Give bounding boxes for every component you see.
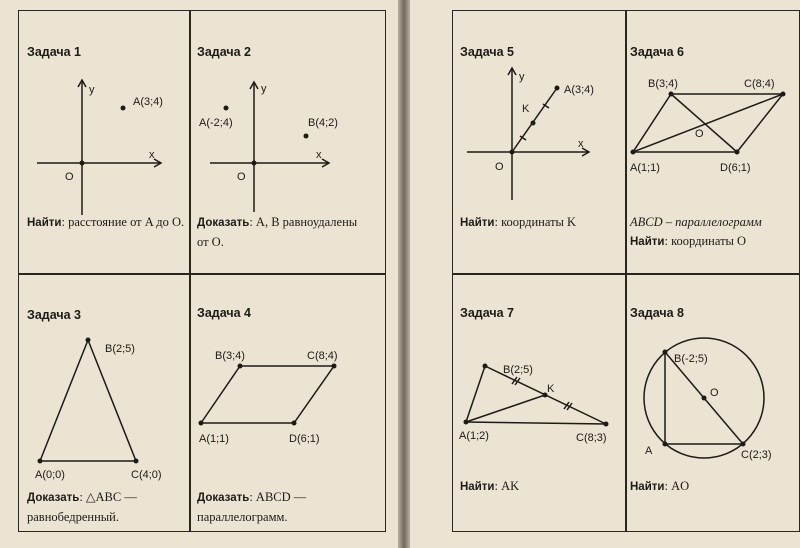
- task-6-text-rest: : координаты O: [664, 234, 747, 248]
- task-1-text-rest: : расстояние от A до O.: [61, 215, 185, 229]
- task-2-text-rest: : A, B равноудалены от O.: [197, 215, 358, 249]
- task-3-point-c-label: C(4;0): [131, 469, 162, 481]
- task-2-axis-y-label: y: [261, 83, 267, 95]
- task-7-title: Задача 7: [460, 306, 514, 320]
- task-8-point-a-label: A: [645, 445, 653, 457]
- task-5-point-a-label: A(3;4): [564, 84, 594, 96]
- task-2-point-a-label: A(-2;4): [199, 117, 233, 129]
- task-4-text-rest: : ABCD — параллелограмм.: [197, 490, 307, 524]
- task-7-point-k-label: K: [547, 383, 555, 395]
- task-4-point-d-label: D(6;1): [289, 433, 320, 445]
- task-1-axis-x-label: x: [149, 149, 155, 161]
- task-1-axis-y-label: y: [89, 84, 95, 96]
- task-5-axis-y-label: y: [519, 71, 525, 83]
- task-7-point-b-label: B(2;5): [503, 364, 533, 376]
- task-3-point-b-label: B(2;5): [105, 343, 135, 355]
- task-3-title: Задача 3: [27, 308, 81, 322]
- task-4-title: Задача 4: [197, 306, 251, 320]
- task-5-text-rest: : координаты K: [494, 215, 577, 229]
- task-8-point-c-label: C(2;3): [741, 449, 772, 461]
- task-7-text-bold: Найти: [460, 481, 495, 493]
- task-3-text-bold: Доказать: [27, 492, 80, 504]
- task-8-text-rest: : AO: [664, 479, 690, 493]
- task-7-point-c-label: C(8;3): [576, 432, 607, 444]
- task-6-point-c-label: C(8;4): [744, 78, 775, 90]
- task-4-text-bold: Доказать: [197, 492, 250, 504]
- task-5-point-k-label: K: [522, 103, 530, 115]
- task-4-point-b-label: B(3;4): [215, 350, 245, 362]
- task-2-text-bold: Доказать: [197, 217, 250, 229]
- task-3-point-a-label: A(0;0): [35, 469, 65, 481]
- task-5-title: Задача 5: [460, 45, 514, 59]
- task-8-title: Задача 8: [630, 306, 684, 320]
- task-6-text-line1: ABCD – параллелограмм: [630, 215, 762, 229]
- task-2-origin-label: O: [237, 171, 246, 183]
- task-2-point-b-label: B(4;2): [308, 117, 338, 129]
- task-1-origin-label: O: [65, 171, 74, 183]
- task-8-point-b-label: B(-2;5): [674, 353, 708, 365]
- task-7-point-a-label: A(1;2): [459, 430, 489, 442]
- task-5-text-bold: Найти: [460, 217, 495, 229]
- task-4-point-c-label: C(8;4): [307, 350, 338, 362]
- task-3-text-rest: : △ABC — равнобедренный.: [27, 490, 137, 524]
- task-6-title: Задача 6: [630, 45, 684, 59]
- task-8-text-bold: Найти: [630, 481, 665, 493]
- task-8-text: [630, 477, 790, 497]
- task-2-axis-x-label: x: [316, 149, 322, 161]
- task-1-title: Задача 1: [27, 45, 81, 59]
- task-4-point-a-label: A(1;1): [199, 433, 229, 445]
- task-6-center-label: O: [695, 128, 704, 140]
- task-6-point-a-label: A(1;1): [630, 162, 660, 174]
- task-8-center-label: O: [710, 387, 719, 399]
- task-1-point-a-label: A(3;4): [133, 96, 163, 108]
- task-6-point-b-label: B(3;4): [648, 78, 678, 90]
- task-5-axis-x-label: x: [578, 138, 584, 150]
- task-5-origin-label: O: [495, 161, 504, 173]
- task-1-text-bold: Найти: [27, 217, 62, 229]
- task-2-title: Задача 2: [197, 45, 251, 59]
- task-6-text-bold: Найти: [630, 236, 665, 248]
- task-7-text-rest: : AK: [494, 479, 520, 493]
- task-6-point-d-label: D(6;1): [720, 162, 751, 174]
